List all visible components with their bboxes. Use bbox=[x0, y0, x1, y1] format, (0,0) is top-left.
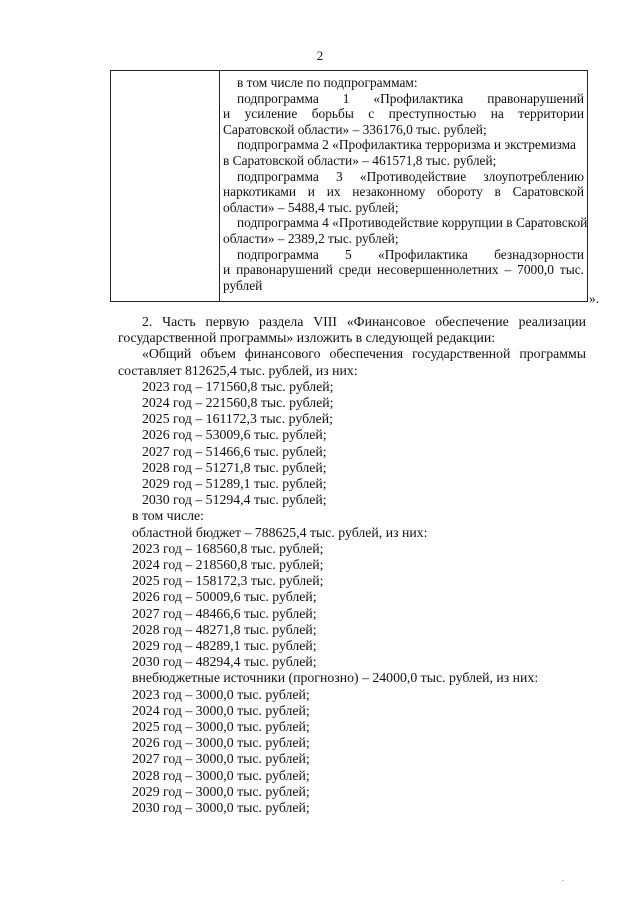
table-line: и усиление борьбы с преступностью на территории bbox=[223, 106, 584, 122]
table-cell-subprograms bbox=[223, 75, 588, 293]
funding-line: 2024 год – 3000,0 тыс. рублей; bbox=[132, 702, 310, 718]
table-line: области» – 2389,2 тыс. рублей; bbox=[223, 230, 399, 246]
corner-mark: . bbox=[562, 874, 564, 883]
funding-line: 2027 год – 3000,0 тыс. рублей; bbox=[132, 751, 310, 767]
paragraph-line-1: 2. Часть первую раздела VIII «Финансовое обеспечение реализации bbox=[142, 314, 586, 329]
table-line: Саратовской области» – 336176,0 тыс. рублей; bbox=[223, 121, 487, 137]
paragraph-line-2: государственной программы» изложить в следующей редакции: bbox=[118, 330, 496, 346]
funding-line: 2030 год – 51294,4 тыс. рублей; bbox=[142, 492, 327, 508]
amendment-paragraph bbox=[118, 314, 586, 330]
funding-line: 2025 год – 3000,0 тыс. рублей; bbox=[132, 719, 310, 735]
funding-line: 2028 год – 48271,8 тыс. рублей; bbox=[132, 621, 317, 637]
table-line: подпрограмма 1 «Профилактика правонарушений bbox=[237, 90, 584, 106]
funding-line: 2028 год – 3000,0 тыс. рублей; bbox=[132, 767, 310, 783]
quote-line-2: составляет 812625,4 тыс. рублей, из них: bbox=[118, 362, 358, 378]
funding-line: 2024 год – 221560,8 тыс. рублей; bbox=[142, 395, 334, 411]
closing-quote: ». bbox=[589, 291, 600, 306]
funding-line: в том числе: bbox=[132, 508, 204, 524]
funding-line: 2026 год – 3000,0 тыс. рублей; bbox=[132, 735, 310, 751]
funding-line: 2026 год – 50009,6 тыс. рублей; bbox=[132, 589, 317, 605]
funding-line: 2030 год – 48294,4 тыс. рублей; bbox=[132, 654, 317, 670]
table-line: подпрограмма 4 «Противодействие коррупции в Саратовской bbox=[237, 215, 588, 231]
funding-line: 2023 год – 3000,0 тыс. рублей; bbox=[132, 686, 310, 702]
body-text bbox=[118, 314, 586, 816]
table-line: области» – 5488,4 тыс. рублей; bbox=[223, 199, 399, 215]
table-line: рублей bbox=[223, 277, 263, 293]
page-number: 2 bbox=[316, 48, 324, 63]
amendment-paragraph-end bbox=[118, 330, 586, 346]
funding-line: 2025 год – 161172,3 тыс. рублей; bbox=[142, 411, 334, 427]
funding-table bbox=[110, 70, 588, 302]
quote-paragraph bbox=[118, 346, 586, 362]
quote-line-1: «Общий объем финансового обеспечения государственной программы bbox=[142, 346, 586, 362]
funding-line: 2025 год – 158172,3 тыс. рублей; bbox=[132, 573, 324, 589]
funding-lines bbox=[118, 379, 586, 816]
funding-line: 2027 год – 51466,6 тыс. рублей; bbox=[142, 443, 327, 459]
table-line: подпрограмма 3 «Противодействие злоупотреблению bbox=[237, 168, 584, 184]
funding-line: 2029 год – 48289,1 тыс. рублей; bbox=[132, 638, 317, 654]
table-line: наркотиками и их незаконному обороту в Саратовской bbox=[223, 184, 584, 200]
funding-line: внебюджетные источники (прогнозно) – 24000,0 тыс. рублей, из них: bbox=[132, 670, 539, 686]
funding-line: 2027 год – 48466,6 тыс. рублей; bbox=[132, 605, 317, 621]
table-column-divider bbox=[219, 71, 220, 301]
table-line: в том числе по подпрограммам: bbox=[237, 75, 418, 90]
funding-line: областной бюджет – 788625,4 тыс. рублей, из них: bbox=[132, 524, 428, 540]
funding-line: 2023 год – 168560,8 тыс. рублей; bbox=[132, 540, 324, 556]
table-line: и правонарушений среди несовершеннолетних – 7000,0 тыс. bbox=[223, 262, 584, 278]
quote-paragraph-end bbox=[118, 363, 586, 379]
funding-line: 2030 год – 3000,0 тыс. рублей; bbox=[132, 800, 310, 816]
table-line: подпрограмма 5 «Профилактика безнадзорности bbox=[237, 246, 584, 262]
funding-line: 2028 год – 51271,8 тыс. рублей; bbox=[142, 459, 327, 475]
funding-line: 2029 год – 3000,0 тыс. рублей; bbox=[132, 783, 310, 799]
funding-line: 2029 год – 51289,1 тыс. рублей; bbox=[142, 476, 327, 492]
funding-line: 2024 год – 218560,8 тыс. рублей; bbox=[132, 557, 324, 573]
table-line: подпрограмма 2 «Профилактика терроризма и экстремизма bbox=[237, 137, 576, 153]
table-line: в Саратовской области» – 461571,8 тыс. рублей; bbox=[223, 152, 497, 168]
funding-line: 2023 год – 171560,8 тыс. рублей; bbox=[142, 378, 334, 394]
funding-line: 2026 год – 53009,6 тыс. рублей; bbox=[142, 427, 327, 443]
